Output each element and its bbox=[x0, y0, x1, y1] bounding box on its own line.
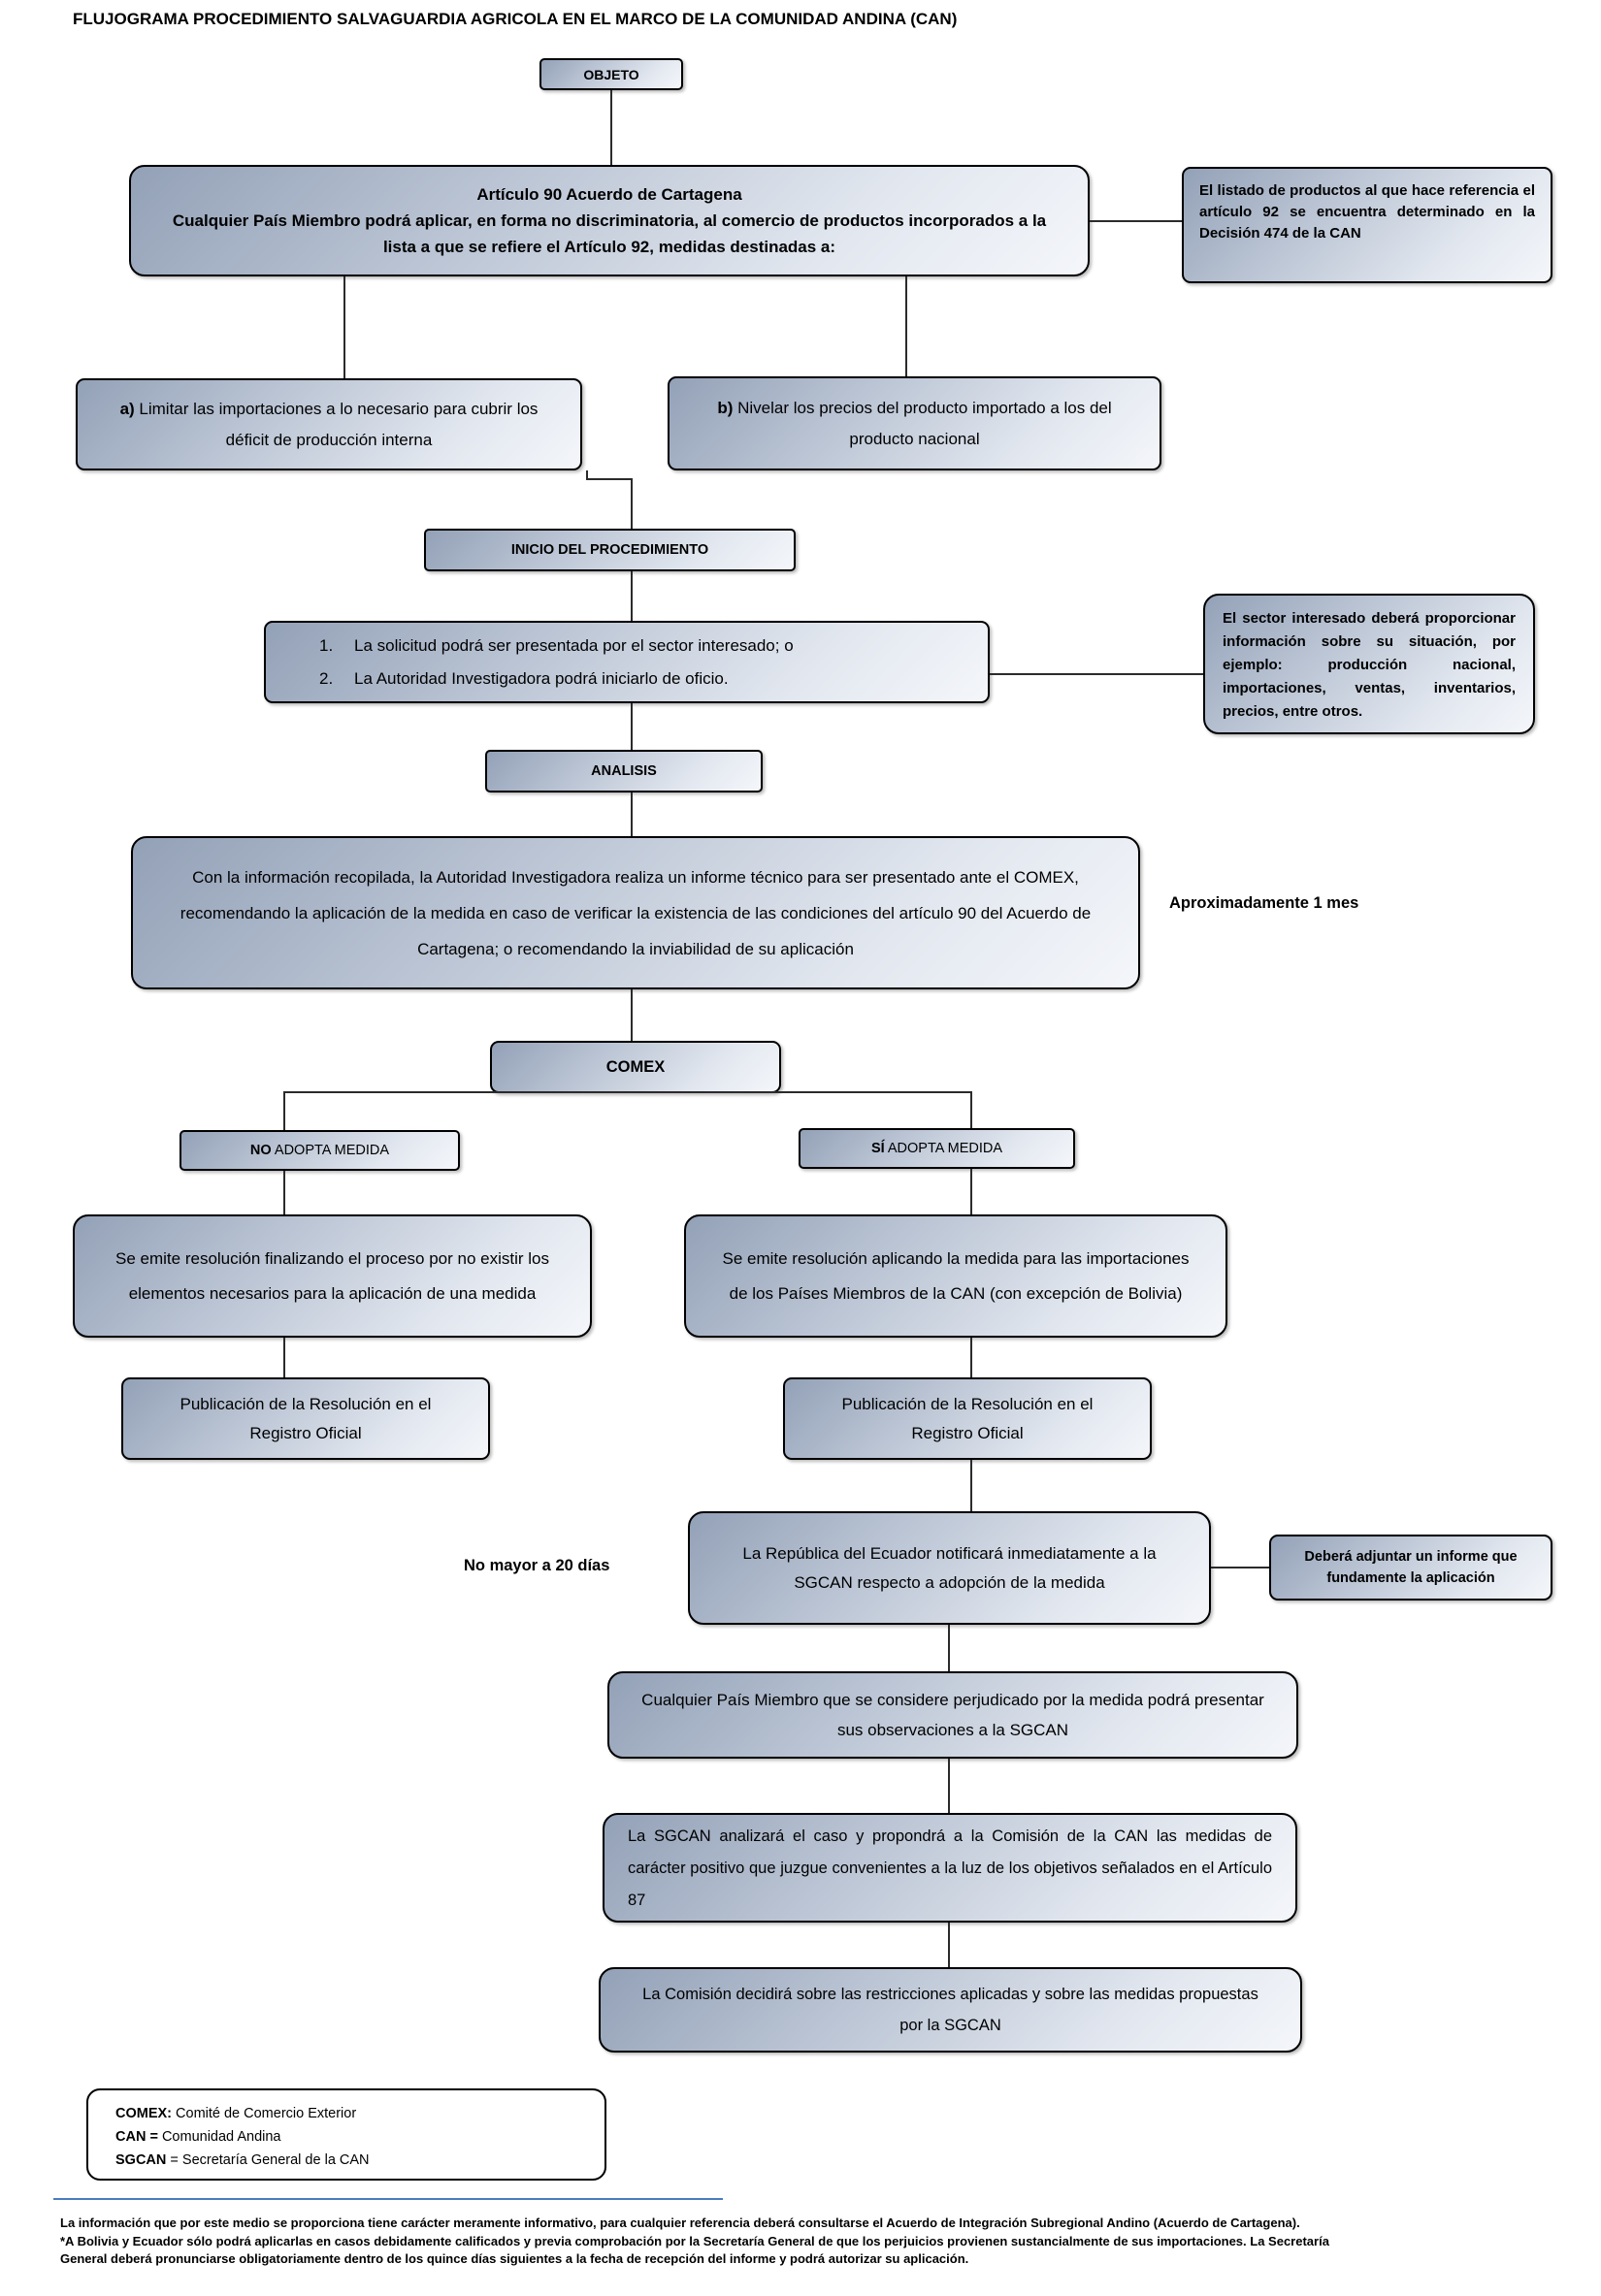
legend-term: COMEX: bbox=[115, 2106, 172, 2121]
node-observaciones bbox=[607, 1671, 1298, 1759]
list-item-text: La solicitud podrá ser presentada por el sector interesado; o bbox=[354, 635, 794, 655]
legend-item bbox=[115, 2125, 577, 2149]
connector-solicitud-nota bbox=[990, 673, 1203, 675]
list-item-number: 2. bbox=[319, 668, 334, 688]
node-informe-tecnico bbox=[131, 836, 1140, 989]
node-solicitud bbox=[264, 621, 990, 703]
note-listado-productos-text: El listado de productos al que hace referencia el artículo 92 se encuentra determinado en la Decisión 474 de la CAN bbox=[1199, 182, 1535, 242]
footer-note bbox=[60, 2215, 1562, 2269]
connector-solicitud-analisis bbox=[631, 703, 633, 750]
connector-no-resolucion bbox=[283, 1171, 285, 1214]
node-observaciones-text: Cualquier País Miembro que se considere perjudicado por la medida podrá presentar sus observaciones a la SGCAN bbox=[641, 1691, 1264, 1739]
node-si-adopta-prefix: SÍ bbox=[870, 1141, 885, 1156]
node-opcion-a-body: Limitar las importaciones a lo necesario para cubrir los déficit de producción interna bbox=[134, 399, 539, 449]
legend-item bbox=[115, 2149, 577, 2172]
connector-articulo90-opcion-b bbox=[905, 276, 907, 376]
node-analisis bbox=[485, 750, 763, 792]
node-inicio-procedimiento bbox=[424, 529, 796, 571]
node-comex-label: COMEX bbox=[605, 1057, 666, 1076]
node-si-adopta-text bbox=[871, 1141, 1002, 1156]
node-objeto bbox=[539, 58, 683, 90]
list-item bbox=[319, 663, 978, 695]
connector-si-resolucion bbox=[970, 1169, 972, 1214]
node-opcion-b bbox=[668, 376, 1161, 470]
node-opcion-a bbox=[76, 378, 582, 470]
node-comex bbox=[490, 1041, 781, 1093]
connector-publicacion-notificacion bbox=[970, 1460, 972, 1511]
connector-analisis-informe bbox=[631, 792, 633, 836]
node-articulo-90 bbox=[129, 165, 1090, 276]
label-aproximadamente-1-mes: Aproximadamente 1 mes bbox=[1169, 894, 1359, 912]
legend-item bbox=[115, 2102, 577, 2125]
connector-join-inicio bbox=[631, 478, 633, 529]
connector-observaciones-analisis-sgcan bbox=[948, 1759, 950, 1813]
connector-comex-branch-horizontal bbox=[283, 1091, 972, 1093]
legend-definition: = Secretaría General de la CAN bbox=[166, 2152, 370, 2168]
legend-definition: Comunidad Andina bbox=[157, 2129, 281, 2145]
label-no-mayor-20-dias: No mayor a 20 días bbox=[464, 1557, 610, 1574]
note-adjuntar-informe bbox=[1269, 1535, 1552, 1601]
node-opcion-a-prefix: a) bbox=[119, 399, 135, 418]
legend-term: CAN = bbox=[115, 2129, 158, 2145]
node-decision-comision-text: La Comisión decidirá sobre las restricciones aplicadas y sobre las medidas propuestas por la SGCAN bbox=[642, 1986, 1258, 2034]
connector-informe-comex bbox=[631, 989, 633, 1041]
node-articulo-90-body: Cualquier País Miembro podrá aplicar, en forma no discriminatoria, al comercio de productos incorporados a la lista a que se refiere el Artículo 92, medidas destinadas a: bbox=[172, 211, 1047, 256]
connector-resolucion-publicacion-si bbox=[970, 1338, 972, 1377]
node-analisis-sgcan bbox=[603, 1813, 1297, 1923]
node-publicacion-registro-no bbox=[121, 1377, 490, 1460]
node-resolucion-aplicando bbox=[684, 1214, 1227, 1338]
connector-objeto-articulo90 bbox=[610, 90, 612, 165]
connector-articulo90-opcion-a bbox=[343, 276, 345, 378]
node-si-adopta-medida bbox=[799, 1128, 1075, 1169]
footer-line: General deberá pronunciarse obligatoriamente dentro de los quince días siguientes a la fecha de recepción del informe y podrá autorizar su aplicación. bbox=[60, 2251, 969, 2266]
node-resolucion-finalizando-text: Se emite resolución finalizando el proceso por no existir los elementos necesarios para la aplicación de una medida bbox=[115, 1248, 549, 1303]
node-no-adopta-medida bbox=[180, 1130, 460, 1171]
connector-analisis-decision bbox=[948, 1923, 950, 1967]
connector-notificacion-nota-informe bbox=[1211, 1567, 1269, 1568]
node-articulo-90-title: Artículo 90 Acuerdo de Cartagena bbox=[476, 185, 742, 204]
legend-box bbox=[86, 2088, 606, 2181]
footer-line: *A Bolivia y Ecuador sólo podrá aplicarlas en casos debidamente calificados y previa comprobación por la Secretaría General de que los perjuicios provienen sustancialmente de sus importaciones. La Secretaría bbox=[60, 2233, 1329, 2248]
connector-inicio-solicitud bbox=[631, 571, 633, 621]
node-publicacion-registro-si-text: Publicación de la Resolución en el Registro Oficial bbox=[841, 1394, 1094, 1442]
node-resolucion-finalizando bbox=[73, 1214, 592, 1338]
note-sector-interesado bbox=[1203, 594, 1535, 734]
node-no-adopta-text bbox=[250, 1143, 389, 1158]
node-no-adopta-prefix: NO bbox=[249, 1143, 272, 1158]
list-item-text: La Autoridad Investigadora podrá iniciarlo de oficio. bbox=[354, 668, 729, 688]
list-item-number: 1. bbox=[319, 635, 334, 655]
connector-notificacion-observaciones bbox=[948, 1625, 950, 1671]
note-sector-interesado-text: El sector interesado deberá proporcionar información sobre su situación, por ejemplo: producción nacional, importaciones, ventas, inventarios, precios, entre otros. bbox=[1223, 610, 1516, 720]
page-title: FLUJOGRAMA PROCEDIMIENTO SALVAGUARDIA AGRICOLA EN EL MARCO DE LA COMUNIDAD ANDINA (CAN) bbox=[73, 10, 958, 28]
node-decision-comision bbox=[599, 1967, 1302, 2053]
node-analisis-label: ANALISIS bbox=[591, 763, 657, 779]
legend-definition: Comité de Comercio Exterior bbox=[172, 2106, 357, 2121]
connector-resolucion-publicacion-no bbox=[283, 1338, 285, 1377]
connector-branch-si bbox=[970, 1091, 972, 1128]
connector-branch-no bbox=[283, 1091, 285, 1130]
node-publicacion-registro-no-text: Publicación de la Resolución en el Registro Oficial bbox=[180, 1394, 432, 1442]
node-publicacion-registro-si bbox=[783, 1377, 1152, 1460]
list-item bbox=[319, 630, 978, 663]
note-listado-productos bbox=[1182, 167, 1552, 283]
note-adjuntar-informe-text: Deberá adjuntar un informe que fundamente la aplicación bbox=[1304, 1549, 1518, 1586]
footer-rule bbox=[53, 2198, 723, 2200]
connector-articulo90-nota bbox=[1090, 220, 1182, 222]
node-opcion-b-prefix: b) bbox=[717, 398, 734, 417]
node-notificacion-sgcan-text: La República del Ecuador notificará inmediatamente a la SGCAN respecto a adopción de la medida bbox=[742, 1543, 1157, 1592]
node-opcion-b-text bbox=[689, 393, 1140, 455]
node-opcion-a-text bbox=[97, 394, 561, 456]
node-si-adopta-body: ADOPTA MEDIDA bbox=[884, 1141, 1003, 1156]
node-inicio-label: INICIO DEL PROCEDIMIENTO bbox=[510, 542, 709, 558]
node-resolucion-aplicando-text: Se emite resolución aplicando la medida para las importaciones de los Países Miembros de la CAN (con excepción de Bolivia) bbox=[722, 1248, 1190, 1303]
node-informe-tecnico-text: Con la información recopilada, la Autoridad Investigadora realiza un informe técnico para ser presentado ante el COMEX, recomendando la aplicación de la medida en caso de verificar la existencia de las condiciones del artículo 90 del Acuerdo de Cartagena; o recomendando la inviabilidad de su aplicación bbox=[180, 867, 1092, 958]
node-notificacion-sgcan bbox=[688, 1511, 1211, 1625]
node-objeto-label: OBJETO bbox=[583, 66, 639, 82]
connector-join-horizontal bbox=[586, 478, 633, 480]
footer-line: La información que por este medio se proporciona tiene carácter meramente informativo, para cualquier referencia deberá consultarse el Acuerdo de Integración Subregional Andino (Acuerdo de Cartagena). bbox=[60, 2215, 1300, 2230]
node-analisis-sgcan-text: La SGCAN analizará el caso y propondrá a la Comisión de la CAN las medidas de carácter positivo que juzgue convenientes a la luz de los objetivos señalados en el Artículo 87 bbox=[628, 1827, 1272, 1909]
legend-term: SGCAN bbox=[115, 2152, 167, 2168]
node-no-adopta-body: ADOPTA MEDIDA bbox=[271, 1143, 390, 1158]
node-opcion-b-body: Nivelar los precios del producto importado a los del producto nacional bbox=[733, 398, 1112, 448]
